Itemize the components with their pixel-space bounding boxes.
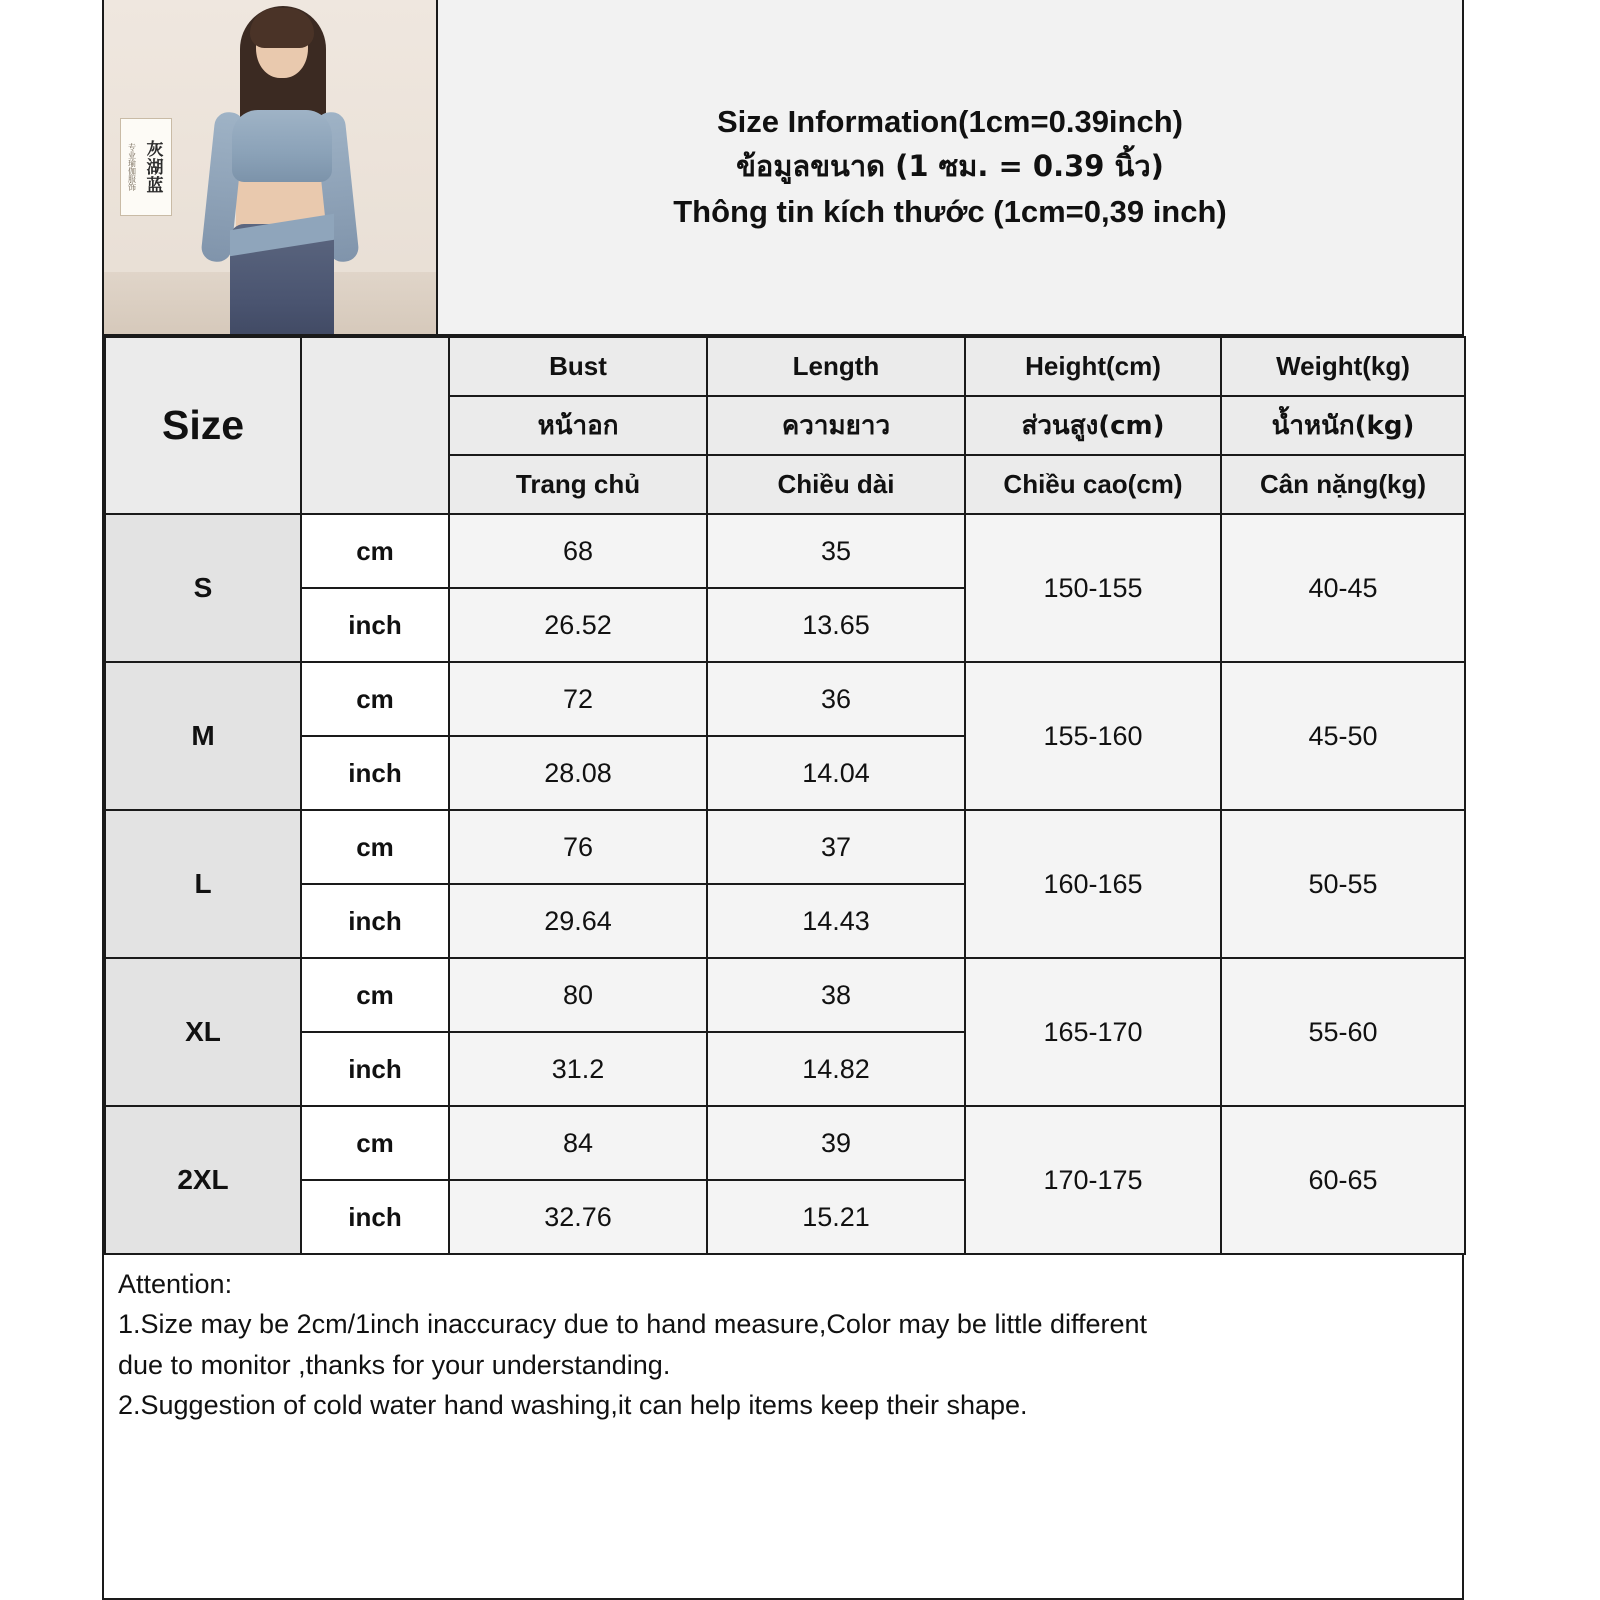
length-cm-s: 35 xyxy=(707,514,965,588)
bust-cm-2xl: 84 xyxy=(449,1106,707,1180)
photo-background xyxy=(104,0,436,334)
height-m: 155-160 xyxy=(965,662,1221,810)
unit-cm-m: cm xyxy=(301,662,449,736)
header-weight-vi: Cân nặng(kg) xyxy=(1221,455,1465,514)
unit-cm-2xl: cm xyxy=(301,1106,449,1180)
header-length-en: Length xyxy=(707,337,965,396)
weight-s: 40-45 xyxy=(1221,514,1465,662)
unit-column-header xyxy=(301,337,449,514)
header-bust-vi: Trang chủ xyxy=(449,455,707,514)
bust-cm-m: 72 xyxy=(449,662,707,736)
attention-note-2: 2.Suggestion of cold water hand washing,it can help items keep their shape. xyxy=(118,1389,1028,1420)
row-size-l: L xyxy=(105,810,301,958)
weight-l: 50-55 xyxy=(1221,810,1465,958)
attention-note-1b: due to monitor ,thanks for your understanding. xyxy=(118,1349,671,1380)
height-s: 150-155 xyxy=(965,514,1221,662)
length-inch-xl: 14.82 xyxy=(707,1032,965,1106)
header-height-vi: Chiều cao(cm) xyxy=(965,455,1221,514)
header-bust-en: Bust xyxy=(449,337,707,396)
length-inch-l: 14.43 xyxy=(707,884,965,958)
height-xl: 165-170 xyxy=(965,958,1221,1106)
unit-inch-xl: inch xyxy=(301,1032,449,1106)
attention-heading: Attention: xyxy=(118,1269,233,1299)
bust-inch-xl: 31.2 xyxy=(449,1032,707,1106)
length-cm-2xl: 39 xyxy=(707,1106,965,1180)
header-length-vi: Chiều dài xyxy=(707,455,965,514)
color-name-label xyxy=(120,118,172,216)
row-size-s: S xyxy=(105,514,301,662)
unit-inch-m: inch xyxy=(301,736,449,810)
header-bust-th: หน้าอก xyxy=(449,396,707,455)
title-english: Size Information(1cm=0.39inch) xyxy=(717,103,1183,139)
table-header-row-en xyxy=(105,337,1465,396)
title-vietnamese: Thông tin kích thước (1cm=0,39 inch) xyxy=(673,193,1227,229)
attention-note-1a: 1.Size may be 2cm/1inch inaccuracy due to hand measure,Color may be little different xyxy=(118,1309,1148,1340)
row-size-2xl: 2XL xyxy=(105,1106,301,1254)
model-hair-front xyxy=(250,8,314,48)
table-row xyxy=(105,1106,1465,1180)
length-cm-m: 36 xyxy=(707,662,965,736)
bust-inch-2xl: 32.76 xyxy=(449,1180,707,1254)
header-weight-th: น้ำหนัก(kg) xyxy=(1221,396,1465,455)
model-sports-bra xyxy=(232,110,332,182)
height-l: 160-165 xyxy=(965,810,1221,958)
unit-cm-l: cm xyxy=(301,810,449,884)
header-height-th: ส่วนสูง(cm) xyxy=(965,396,1221,455)
bust-inch-l: 29.64 xyxy=(449,884,707,958)
row-size-xl: XL xyxy=(105,958,301,1106)
weight-m: 45-50 xyxy=(1221,662,1465,810)
weight-2xl: 60-65 xyxy=(1221,1106,1465,1254)
length-cm-xl: 38 xyxy=(707,958,965,1032)
size-column-header: Size xyxy=(105,337,301,514)
header-length-th: ความยาว xyxy=(707,396,965,455)
header-row xyxy=(104,0,1462,336)
weight-xl: 55-60 xyxy=(1221,958,1465,1106)
bust-cm-xl: 80 xyxy=(449,958,707,1032)
bust-cm-l: 76 xyxy=(449,810,707,884)
product-photo xyxy=(104,0,438,334)
length-inch-s: 13.65 xyxy=(707,588,965,662)
size-chart-sheet xyxy=(102,0,1464,1600)
header-weight-en: Weight(kg) xyxy=(1221,337,1465,396)
unit-cm-xl: cm xyxy=(301,958,449,1032)
table-row xyxy=(105,662,1465,736)
unit-cm-s: cm xyxy=(301,514,449,588)
color-label-side-text: 专业瑜伽服饰 xyxy=(127,143,137,191)
title-block xyxy=(438,0,1462,334)
height-2xl: 170-175 xyxy=(965,1106,1221,1254)
row-size-m: M xyxy=(105,662,301,810)
title-thai: ข้อมูลขนาด (1 ซม. = 0.39 นิ้ว) xyxy=(736,149,1164,184)
measurements-table xyxy=(104,336,1466,1255)
length-cm-l: 37 xyxy=(707,810,965,884)
bust-inch-m: 28.08 xyxy=(449,736,707,810)
header-height-en: Height(cm) xyxy=(965,337,1221,396)
color-label-main-text: 灰湖蓝 xyxy=(142,140,163,194)
length-inch-2xl: 15.21 xyxy=(707,1180,965,1254)
unit-inch-l: inch xyxy=(301,884,449,958)
bust-inch-s: 26.52 xyxy=(449,588,707,662)
unit-inch-s: inch xyxy=(301,588,449,662)
bust-cm-s: 68 xyxy=(449,514,707,588)
length-inch-m: 14.04 xyxy=(707,736,965,810)
table-row xyxy=(105,514,1465,588)
table-row xyxy=(105,810,1465,884)
unit-inch-2xl: inch xyxy=(301,1180,449,1254)
attention-notes xyxy=(104,1255,1462,1424)
table-row xyxy=(105,958,1465,1032)
